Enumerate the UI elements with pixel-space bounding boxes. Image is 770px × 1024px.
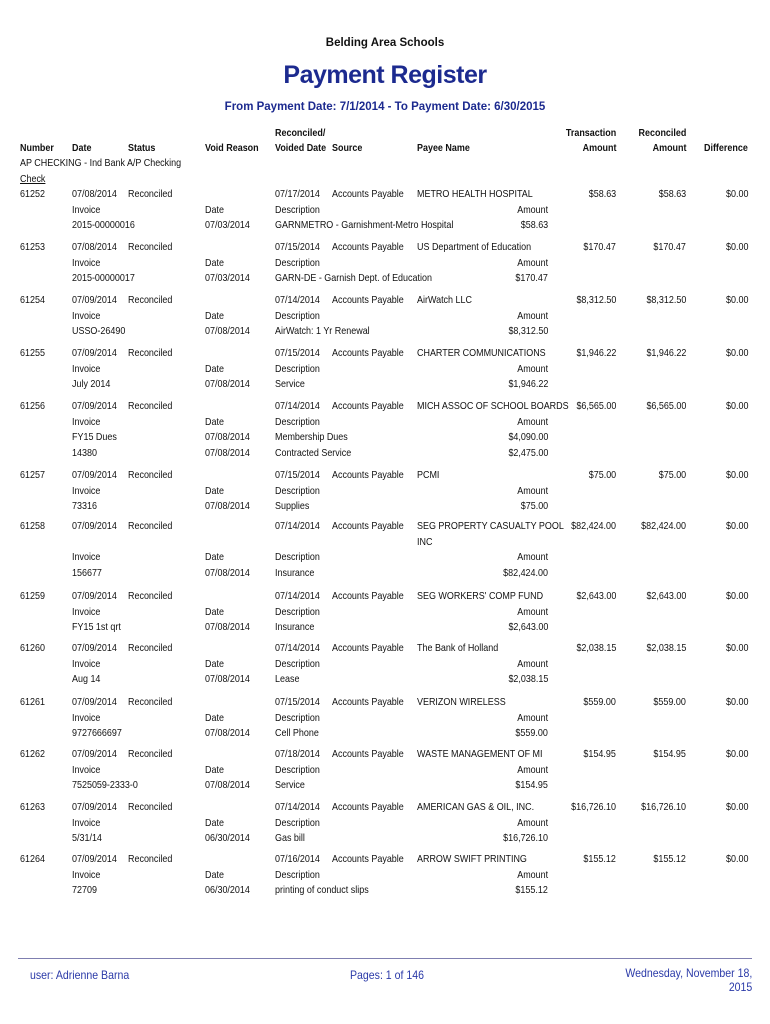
transaction-amount: $82,424.00 — [571, 521, 616, 532]
line-description: printing of conduct slips — [275, 885, 369, 897]
payment-status: Reconciled — [128, 643, 173, 654]
transaction-amount: $2,038.15 — [576, 643, 616, 654]
invoice-date-label: Date — [205, 416, 224, 428]
check-number: 61263 — [20, 802, 45, 813]
payment-date: 07/09/2014 — [72, 401, 117, 412]
payment-status: Reconciled — [128, 189, 173, 200]
invoice-number: July 2014 — [72, 379, 111, 391]
check-number: 61262 — [20, 749, 45, 760]
invoice-date-label: Date — [205, 485, 224, 497]
amount-label: Amount — [517, 310, 548, 322]
payment-source: Accounts Payable — [332, 591, 404, 602]
line-amount: $58.63 — [520, 220, 548, 232]
reconciled-date: 07/16/2014 — [275, 854, 320, 865]
page-title: Payment Register — [283, 61, 487, 89]
description-label: Description — [275, 552, 320, 564]
payment-date: 07/09/2014 — [72, 348, 117, 359]
difference-amount: $0.00 — [725, 749, 748, 760]
line-amount: $82,424.00 — [503, 567, 548, 579]
transaction-amount: $6,565.00 — [576, 401, 616, 412]
payment-date: 07/09/2014 — [72, 470, 117, 481]
invoice-date: 07/08/2014 — [205, 567, 250, 579]
invoice-label: Invoice — [72, 658, 101, 670]
col-reconciled: Reconciled — [638, 128, 686, 139]
check-number: 61258 — [20, 521, 45, 532]
payment-date: 07/08/2014 — [72, 189, 117, 200]
line-amount: $8,312.50 — [508, 326, 548, 338]
invoice-date-label: Date — [205, 658, 224, 670]
amount-label: Amount — [517, 712, 548, 724]
payee-name: ARROW SWIFT PRINTING — [417, 854, 527, 865]
invoice-number: 72709 — [72, 885, 97, 897]
difference-amount: $0.00 — [725, 643, 748, 654]
transaction-amount: $154.95 — [583, 749, 616, 760]
invoice-date-label: Date — [205, 764, 224, 776]
reconciled-date: 07/14/2014 — [275, 643, 320, 654]
payment-source: Accounts Payable — [332, 189, 404, 200]
payee-name: AMERICAN GAS & OIL, INC. — [417, 802, 535, 813]
invoice-label: Invoice — [72, 485, 101, 497]
description-label: Description — [275, 204, 320, 216]
reconciled-amount: $58.63 — [658, 189, 686, 200]
invoice-number: 7525059-2333-0 — [72, 780, 138, 792]
invoice-date: 07/08/2014 — [205, 501, 250, 513]
footer-divider — [18, 958, 752, 959]
col-difference: Difference — [704, 143, 748, 154]
line-amount: $154.95 — [515, 780, 548, 792]
line-description: Cell Phone — [275, 728, 319, 740]
line-amount: $2,475.00 — [508, 447, 548, 459]
difference-amount: $0.00 — [725, 295, 748, 306]
invoice-label: Invoice — [72, 817, 101, 829]
amount-label: Amount — [517, 869, 548, 881]
line-amount: $1,946.22 — [508, 379, 548, 391]
col-voided-date: Voided Date — [275, 143, 327, 154]
payee-name: CHARTER COMMUNICATIONS — [417, 348, 546, 359]
amount-label: Amount — [517, 658, 548, 670]
invoice-label: Invoice — [72, 606, 101, 618]
transaction-amount: $75.00 — [588, 470, 616, 481]
payee-name: PCMI — [417, 470, 440, 481]
invoice-date: 06/30/2014 — [205, 885, 250, 897]
payee-name: WASTE MANAGEMENT OF MI — [417, 749, 543, 760]
reconciled-date: 07/15/2014 — [275, 348, 320, 359]
date-range-subtitle: From Payment Date: 7/1/2014 - To Payment Date: 6/30/2015 — [224, 101, 546, 113]
invoice-number: FY15 1st qrt — [72, 622, 121, 634]
payment-date: 07/09/2014 — [72, 802, 117, 813]
description-label: Description — [275, 485, 320, 497]
invoice-date: 07/08/2014 — [205, 728, 250, 740]
payment-date: 07/09/2014 — [72, 295, 117, 306]
difference-amount: $0.00 — [725, 697, 748, 708]
payment-source: Accounts Payable — [332, 401, 404, 412]
line-description: Supplies — [275, 501, 310, 513]
invoice-label: Invoice — [72, 712, 101, 724]
payment-status: Reconciled — [128, 348, 173, 359]
difference-amount: $0.00 — [725, 470, 748, 481]
reconciled-amount: $82,424.00 — [641, 521, 686, 532]
footer-date-line1: Wednesday, November 18, — [625, 966, 752, 980]
invoice-label: Invoice — [72, 310, 101, 322]
payment-date: 07/09/2014 — [72, 749, 117, 760]
payment-source: Accounts Payable — [332, 348, 404, 359]
payment-status: Reconciled — [128, 401, 173, 412]
payment-status: Reconciled — [128, 697, 173, 708]
invoice-date: 07/08/2014 — [205, 432, 250, 444]
payment-source: Accounts Payable — [332, 854, 404, 865]
reconciled-amount: $2,643.00 — [646, 591, 686, 602]
payment-source: Accounts Payable — [332, 295, 404, 306]
invoice-date-label: Date — [205, 204, 224, 216]
check-number: 61254 — [20, 295, 45, 306]
line-amount: $4,090.00 — [508, 432, 548, 444]
invoice-number: 9727666697 — [72, 728, 122, 740]
invoice-date-label: Date — [205, 606, 224, 618]
invoice-number: FY15 Dues — [72, 432, 117, 444]
invoice-number: 73316 — [72, 501, 97, 513]
payment-date: 07/09/2014 — [72, 643, 117, 654]
reconciled-amount: $1,946.22 — [646, 348, 686, 359]
line-description: Membership Dues — [275, 432, 348, 444]
col-void-reason: Void Reason — [205, 143, 259, 154]
invoice-date-label: Date — [205, 257, 224, 269]
invoice-date: 07/03/2014 — [205, 220, 250, 232]
transaction-amount: $170.47 — [583, 242, 616, 253]
invoice-number: 14380 — [72, 447, 97, 459]
transaction-amount: $2,643.00 — [576, 591, 616, 602]
difference-amount: $0.00 — [725, 189, 748, 200]
line-amount: $155.12 — [515, 885, 548, 897]
invoice-label: Invoice — [72, 764, 101, 776]
line-amount: $2,643.00 — [508, 622, 548, 634]
footer-date-line2: 2015 — [728, 980, 752, 994]
invoice-date: 07/08/2014 — [205, 622, 250, 634]
line-description: Insurance — [275, 567, 315, 579]
reconciled-amount: $75.00 — [658, 470, 686, 481]
description-label: Description — [275, 817, 320, 829]
payment-source: Accounts Payable — [332, 643, 404, 654]
payment-source: Accounts Payable — [332, 242, 404, 253]
line-description: GARNMETRO - Garnishment-Metro Hospital — [275, 220, 454, 232]
invoice-date: 06/30/2014 — [205, 833, 250, 845]
payment-status: Reconciled — [128, 470, 173, 481]
difference-amount: $0.00 — [725, 802, 748, 813]
invoice-number: 156677 — [72, 567, 102, 579]
description-label: Description — [275, 869, 320, 881]
amount-label: Amount — [517, 416, 548, 428]
check-number: 61256 — [20, 401, 45, 412]
description-label: Description — [275, 257, 320, 269]
reconciled-date: 07/18/2014 — [275, 749, 320, 760]
transaction-amount: $58.63 — [588, 189, 616, 200]
footer-user: user: Adrienne Barna — [30, 968, 130, 982]
account-label: AP CHECKING - Ind Bank A/P Checking — [20, 158, 182, 169]
amount-label: Amount — [517, 552, 548, 564]
payment-status: Reconciled — [128, 591, 173, 602]
reconciled-date: 07/14/2014 — [275, 802, 320, 813]
col-source: Source — [332, 143, 363, 154]
description-label: Description — [275, 606, 320, 618]
line-amount: $2,038.15 — [508, 674, 548, 686]
invoice-date: 07/08/2014 — [205, 447, 250, 459]
invoice-date: 07/08/2014 — [205, 780, 250, 792]
invoice-label: Invoice — [72, 552, 101, 564]
reconciled-amount: $170.47 — [653, 242, 686, 253]
reconciled-date: 07/14/2014 — [275, 401, 320, 412]
school-name: Belding Area Schools — [325, 37, 445, 49]
line-description: Gas bill — [275, 833, 305, 845]
invoice-number: Aug 14 — [72, 674, 101, 686]
reconciled-date: 07/14/2014 — [275, 295, 320, 306]
transaction-amount: $1,946.22 — [576, 348, 616, 359]
invoice-date-label: Date — [205, 552, 224, 564]
payment-status: Reconciled — [128, 749, 173, 760]
footer-page-count: Pages: 1 of 146 — [350, 968, 424, 982]
reconciled-amount: $8,312.50 — [646, 295, 686, 306]
check-number: 61253 — [20, 242, 45, 253]
footer-date — [625, 966, 752, 994]
description-label: Description — [275, 764, 320, 776]
invoice-date-label: Date — [205, 363, 224, 375]
description-label: Description — [275, 416, 320, 428]
payment-type-label: Check — [20, 174, 46, 185]
description-label: Description — [275, 363, 320, 375]
payment-date: 07/08/2014 — [72, 242, 117, 253]
reconciled-date: 07/14/2014 — [275, 591, 320, 602]
invoice-date-label: Date — [205, 817, 224, 829]
invoice-label: Invoice — [72, 204, 101, 216]
invoice-date: 07/08/2014 — [205, 674, 250, 686]
description-label: Description — [275, 712, 320, 724]
invoice-number: USSO-26490 — [72, 326, 126, 338]
invoice-date: 07/08/2014 — [205, 379, 250, 391]
payment-source: Accounts Payable — [332, 697, 404, 708]
invoice-date-label: Date — [205, 712, 224, 724]
payment-source: Accounts Payable — [332, 802, 404, 813]
reconciled-date: 07/15/2014 — [275, 470, 320, 481]
reconciled-amount: $154.95 — [653, 749, 686, 760]
amount-label: Amount — [517, 204, 548, 216]
payee-name: US Department of Education — [417, 242, 532, 253]
col-transaction-amount: Amount — [582, 143, 616, 154]
payee-name: INC — [417, 536, 433, 548]
col-status: Status — [128, 143, 156, 154]
payment-source: Accounts Payable — [332, 749, 404, 760]
reconciled-amount: $2,038.15 — [646, 643, 686, 654]
line-description: Insurance — [275, 622, 315, 634]
payee-name: SEG PROPERTY CASUALTY POOL — [417, 521, 564, 532]
payment-status: Reconciled — [128, 521, 173, 532]
invoice-number: 2015-00000016 — [72, 220, 135, 232]
line-description: Lease — [275, 674, 300, 686]
reconciled-date: 07/15/2014 — [275, 242, 320, 253]
payee-name: METRO HEALTH HOSPITAL — [417, 189, 533, 200]
transaction-amount: $155.12 — [583, 854, 616, 865]
line-amount: $559.00 — [515, 728, 548, 740]
invoice-date-label: Date — [205, 310, 224, 322]
payment-status: Reconciled — [128, 802, 173, 813]
invoice-date: 07/03/2014 — [205, 273, 250, 285]
check-number: 61264 — [20, 854, 45, 865]
invoice-number: 5/31/14 — [72, 833, 102, 845]
payment-date: 07/09/2014 — [72, 854, 117, 865]
amount-label: Amount — [517, 257, 548, 269]
payee-name: The Bank of Holland — [417, 643, 499, 654]
invoice-label: Invoice — [72, 257, 101, 269]
payment-date: 07/09/2014 — [72, 697, 117, 708]
line-amount: $75.00 — [520, 501, 548, 513]
payment-status: Reconciled — [128, 295, 173, 306]
line-description: AirWatch: 1 Yr Renewal — [275, 326, 370, 338]
reconciled-date: 07/14/2014 — [275, 521, 320, 532]
amount-label: Amount — [517, 606, 548, 618]
invoice-number: 2015-00000017 — [72, 273, 135, 285]
line-amount: $170.47 — [515, 273, 548, 285]
check-number: 61261 — [20, 697, 45, 708]
payee-name: AirWatch LLC — [417, 295, 472, 306]
line-description: GARN-DE - Garnish Dept. of Education — [275, 273, 432, 285]
line-amount: $16,726.10 — [503, 833, 548, 845]
invoice-date: 07/08/2014 — [205, 326, 250, 338]
description-label: Description — [275, 310, 320, 322]
amount-label: Amount — [517, 764, 548, 776]
reconciled-date: 07/15/2014 — [275, 697, 320, 708]
payment-source: Accounts Payable — [332, 521, 404, 532]
difference-amount: $0.00 — [725, 854, 748, 865]
col-transaction: Transaction — [565, 128, 616, 139]
invoice-label: Invoice — [72, 416, 101, 428]
check-number: 61255 — [20, 348, 45, 359]
check-number: 61259 — [20, 591, 45, 602]
col-payee-name: Payee Name — [417, 143, 470, 154]
payee-name: SEG WORKERS' COMP FUND — [417, 591, 544, 602]
line-description: Service — [275, 379, 305, 391]
payment-date: 07/09/2014 — [72, 591, 117, 602]
difference-amount: $0.00 — [725, 242, 748, 253]
reconciled-amount: $155.12 — [653, 854, 686, 865]
difference-amount: $0.00 — [725, 348, 748, 359]
payee-name: MICH ASSOC OF SCHOOL BOARDS — [417, 401, 569, 412]
payment-status: Reconciled — [128, 242, 173, 253]
transaction-amount: $16,726.10 — [571, 802, 616, 813]
check-number: 61257 — [20, 470, 45, 481]
check-number: 61252 — [20, 189, 45, 200]
transaction-amount: $559.00 — [583, 697, 616, 708]
line-description: Contracted Service — [275, 447, 352, 459]
reconciled-date: 07/17/2014 — [275, 189, 320, 200]
difference-amount: $0.00 — [725, 401, 748, 412]
payee-name: VERIZON WIRELESS — [417, 697, 506, 708]
col-reconciled-amount: Amount — [652, 143, 686, 154]
amount-label: Amount — [517, 363, 548, 375]
amount-label: Amount — [517, 817, 548, 829]
line-description: Service — [275, 780, 305, 792]
payment-source: Accounts Payable — [332, 470, 404, 481]
col-date: Date — [72, 143, 92, 154]
reconciled-amount: $6,565.00 — [646, 401, 686, 412]
difference-amount: $0.00 — [725, 591, 748, 602]
col-number: Number — [20, 143, 54, 154]
check-number: 61260 — [20, 643, 45, 654]
invoice-date-label: Date — [205, 869, 224, 881]
amount-label: Amount — [517, 485, 548, 497]
invoice-label: Invoice — [72, 869, 101, 881]
col-reconciled-voided: Reconciled/ — [275, 128, 326, 139]
description-label: Description — [275, 658, 320, 670]
payment-status: Reconciled — [128, 854, 173, 865]
reconciled-amount: $559.00 — [653, 697, 686, 708]
invoice-label: Invoice — [72, 363, 101, 375]
transaction-amount: $8,312.50 — [576, 295, 616, 306]
payment-date: 07/09/2014 — [72, 521, 117, 532]
difference-amount: $0.00 — [725, 521, 748, 532]
reconciled-amount: $16,726.10 — [641, 802, 686, 813]
